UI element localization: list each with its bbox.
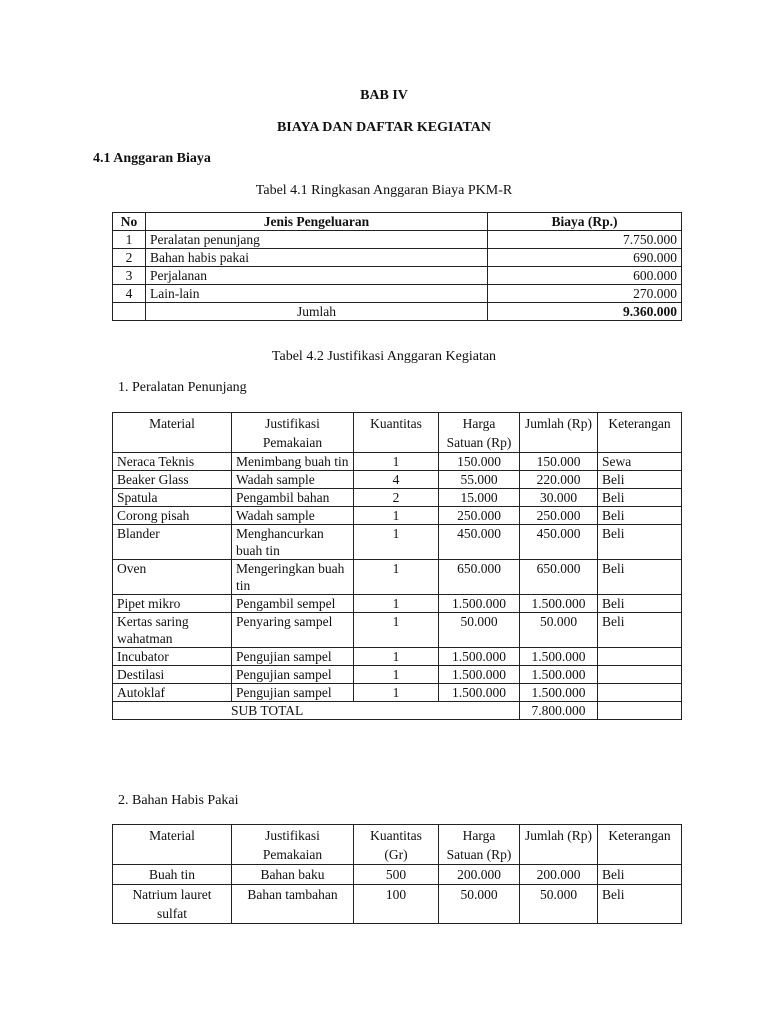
table-row [113, 231, 682, 249]
cell-biaya: 270.000 [488, 285, 682, 303]
cell-keterangan: Sewa [598, 453, 682, 471]
header-harga: Harga Satuan (Rp) [439, 413, 520, 453]
section-title: 4.1 Anggaran Biaya [93, 151, 211, 166]
cell-harga: 55.000 [439, 471, 520, 489]
table-row [113, 453, 682, 471]
chapter-title: BIAYA DAN DAFTAR KEGIATAN [276, 120, 492, 135]
header-material: Material [113, 825, 232, 865]
header-no: No [113, 213, 146, 231]
cell-material: Buah tin [113, 865, 232, 885]
table-row [113, 560, 682, 595]
cell-justifikasi: Penyaring sampel [232, 613, 354, 648]
cell-keterangan: Beli [598, 560, 682, 595]
total-label: Jumlah [146, 303, 488, 321]
cell-keterangan: Beli [598, 525, 682, 560]
header-material: Material [113, 413, 232, 453]
header-keterangan: Keterangan [598, 825, 682, 865]
header-jumlah: Jumlah (Rp) [520, 413, 598, 453]
cell-jumlah: 1.500.000 [520, 595, 598, 613]
cell-jenis: Bahan habis pakai [146, 249, 488, 267]
table-header-row [113, 413, 682, 453]
cell-jumlah: 30.000 [520, 489, 598, 507]
cell-material: Autoklaf [113, 684, 232, 702]
cell-kuantitas: 1 [354, 595, 439, 613]
cell-justifikasi: Pengujian sampel [232, 666, 354, 684]
cell-keterangan: Beli [598, 613, 682, 648]
budget-summary-table [112, 212, 682, 321]
header-harga: Harga Satuan (Rp) [439, 825, 520, 865]
cell-no: 4 [113, 285, 146, 303]
subtotal-row [113, 702, 682, 720]
equipment-table [112, 412, 682, 720]
cell-justifikasi: Pengambil sempel [232, 595, 354, 613]
cell-keterangan: Beli [598, 507, 682, 525]
cell-kuantitas: 4 [354, 471, 439, 489]
cell-harga: 15.000 [439, 489, 520, 507]
cell-jenis: Lain-lain [146, 285, 488, 303]
cell-keterangan: Beli [598, 885, 682, 924]
cell-biaya: 600.000 [488, 267, 682, 285]
cell-harga: 1.500.000 [439, 648, 520, 666]
cell-keterangan [598, 684, 682, 702]
table-row [113, 489, 682, 507]
cell-biaya: 690.000 [488, 249, 682, 267]
cell-harga: 1.500.000 [439, 666, 520, 684]
cell-justifikasi: Pengambil bahan [232, 489, 354, 507]
header-kuantitas: Kuantitas (Gr) [354, 825, 439, 865]
cell-material: Incubator [113, 648, 232, 666]
table-row [113, 249, 682, 267]
cell-kuantitas: 1 [354, 648, 439, 666]
cell-kuantitas: 100 [354, 885, 439, 924]
cell-keterangan [598, 648, 682, 666]
cell-jumlah: 50.000 [520, 613, 598, 648]
subtotal-value: 7.800.000 [520, 702, 598, 720]
cell-harga: 50.000 [439, 885, 520, 924]
table-header-row [113, 825, 682, 865]
cell-harga: 250.000 [439, 507, 520, 525]
cell-keterangan: Beli [598, 595, 682, 613]
cell-material: Oven [113, 560, 232, 595]
table-row [113, 525, 682, 560]
subsection-peralatan: 1. Peralatan Penunjang [118, 380, 247, 395]
total-value: 9.360.000 [488, 303, 682, 321]
cell-material: Corong pisah [113, 507, 232, 525]
cell-material: Kertas saring wahatman [113, 613, 232, 648]
table-header-row [113, 213, 682, 231]
cell-material: Pipet mikro [113, 595, 232, 613]
cell-justifikasi: Bahan baku [232, 865, 354, 885]
cell-justifikasi: Menimbang buah tin [232, 453, 354, 471]
cell-justifikasi: Pengujian sampel [232, 648, 354, 666]
table1-caption: Tabel 4.1 Ringkasan Anggaran Biaya PKM-R [255, 183, 513, 198]
cell-justifikasi: Bahan tambahan [232, 885, 354, 924]
consumables-table [112, 824, 682, 924]
cell-justifikasi: Mengeringkan buah tin [232, 560, 354, 595]
header-justifikasi: Justifikasi Pemakaian [232, 825, 354, 865]
cell-justifikasi: Wadah sample [232, 507, 354, 525]
cell-kuantitas: 1 [354, 525, 439, 560]
cell-harga: 50.000 [439, 613, 520, 648]
cell-jumlah: 1.500.000 [520, 666, 598, 684]
header-jumlah: Jumlah (Rp) [520, 825, 598, 865]
header-keterangan: Keterangan [598, 413, 682, 453]
cell-material: Beaker Glass [113, 471, 232, 489]
cell-material: Neraca Teknis [113, 453, 232, 471]
table-row [113, 595, 682, 613]
cell-jumlah: 1.500.000 [520, 684, 598, 702]
empty-cell [598, 702, 682, 720]
cell-keterangan: Beli [598, 865, 682, 885]
empty-cell [113, 303, 146, 321]
table-row [113, 267, 682, 285]
cell-jumlah: 150.000 [520, 453, 598, 471]
cell-kuantitas: 1 [354, 613, 439, 648]
cell-material: Blander [113, 525, 232, 560]
header-justifikasi: Justifikasi Pemakaian [232, 413, 354, 453]
header-kuantitas: Kuantitas [354, 413, 439, 453]
table-row [113, 684, 682, 702]
cell-no: 3 [113, 267, 146, 285]
cell-harga: 450.000 [439, 525, 520, 560]
cell-no: 2 [113, 249, 146, 267]
cell-kuantitas: 2 [354, 489, 439, 507]
cell-kuantitas: 1 [354, 507, 439, 525]
header-biaya: Biaya (Rp.) [488, 213, 682, 231]
chapter-heading: BAB IV [360, 88, 408, 103]
cell-justifikasi: Menghancurkan buah tin [232, 525, 354, 560]
cell-kuantitas: 1 [354, 684, 439, 702]
cell-keterangan [598, 666, 682, 684]
cell-jumlah: 250.000 [520, 507, 598, 525]
table-row [113, 613, 682, 648]
table-row [113, 285, 682, 303]
subsection-bahan: 2. Bahan Habis Pakai [118, 793, 239, 808]
cell-harga: 650.000 [439, 560, 520, 595]
cell-material: Spatula [113, 489, 232, 507]
cell-jenis: Peralatan penunjang [146, 231, 488, 249]
table-row [113, 885, 682, 924]
cell-keterangan: Beli [598, 489, 682, 507]
cell-kuantitas: 500 [354, 865, 439, 885]
table-row [113, 507, 682, 525]
cell-jumlah: 50.000 [520, 885, 598, 924]
header-jenis: Jenis Pengeluaran [146, 213, 488, 231]
cell-harga: 200.000 [439, 865, 520, 885]
table2-caption: Tabel 4.2 Justifikasi Anggaran Kegiatan [271, 349, 497, 364]
total-row [113, 303, 682, 321]
cell-jenis: Perjalanan [146, 267, 488, 285]
cell-harga: 1.500.000 [439, 684, 520, 702]
cell-harga: 150.000 [439, 453, 520, 471]
table-row [113, 648, 682, 666]
cell-jumlah: 450.000 [520, 525, 598, 560]
cell-justifikasi: Wadah sample [232, 471, 354, 489]
cell-harga: 1.500.000 [439, 595, 520, 613]
cell-material: Destilasi [113, 666, 232, 684]
cell-kuantitas: 1 [354, 453, 439, 471]
cell-jumlah: 200.000 [520, 865, 598, 885]
cell-biaya: 7.750.000 [488, 231, 682, 249]
cell-justifikasi: Pengujian sampel [232, 684, 354, 702]
table-row [113, 471, 682, 489]
cell-jumlah: 220.000 [520, 471, 598, 489]
cell-jumlah: 1.500.000 [520, 648, 598, 666]
subtotal-label: SUB TOTAL [113, 702, 520, 720]
cell-no: 1 [113, 231, 146, 249]
cell-jumlah: 650.000 [520, 560, 598, 595]
table-row [113, 865, 682, 885]
cell-kuantitas: 1 [354, 666, 439, 684]
cell-kuantitas: 1 [354, 560, 439, 595]
cell-keterangan: Beli [598, 471, 682, 489]
cell-material: Natrium lauret sulfat [113, 885, 232, 924]
table-row [113, 666, 682, 684]
